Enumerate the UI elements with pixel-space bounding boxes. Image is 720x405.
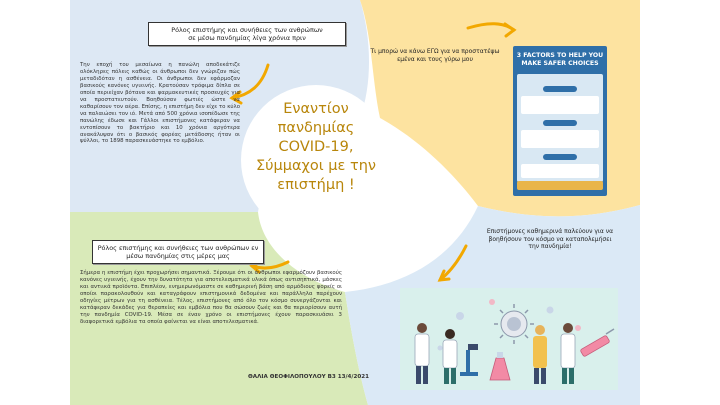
title-line: Ρόλος επιστήμης και συνήθειες των ανθρώπων bbox=[171, 26, 323, 34]
caption-line: Τι μπορώ να κάνω ΕΓΩ για να προστατέψω bbox=[370, 48, 500, 55]
caption-line: εμένα και τους γύρω μου bbox=[397, 55, 473, 63]
top-right-caption bbox=[360, 48, 510, 63]
scientists-illustration-art bbox=[400, 288, 618, 390]
scientists-illustration bbox=[400, 288, 618, 390]
poster-row bbox=[521, 130, 599, 148]
poster-row bbox=[521, 164, 599, 178]
center-title-line: πανδημίας bbox=[277, 120, 355, 136]
top-left-title-box bbox=[148, 22, 346, 46]
title-line: μέσω πανδημίας στις μέρες μας bbox=[126, 252, 230, 260]
center-title-line: Σύμμαχοι με την bbox=[255, 158, 376, 174]
poster-tag bbox=[543, 154, 577, 160]
caption-line: την πανδημία! bbox=[528, 243, 572, 251]
poster-row bbox=[521, 96, 599, 114]
center-title-line: COVID-19, bbox=[278, 139, 354, 155]
poster-title-line: 3 FACTORS TO HELP YOU bbox=[516, 52, 604, 59]
bottom-left-body: Σήμερα η επιστήμη έχει προχωρήσει σημαντικά. Ξέρουμε ότι οι άνθρωποι εφαρμόζουν βασικούς κανόνες υγιεινής, έχουν την δυνατότητα για αποτελεσματικά υλικά όπως αντισηπτικά, μάσκες και αντιικά προϊόντα. Επιπλέον, ενημερωνόμαστε σε καθημερινή βάση από αρμόδιους φορείς οι οποίοι παρακολουθούν και καταγράφουν επιστημονικά δεδομένα και παράλληλα παρέχουν οδηγίες μέτρων για τη ασθένεια. Τέλος, επιστήμονες από όλο τον κόσμο συνεργάζονται και κατάφεραν δεκάδες για θεραπείες και εμβόλια που θα σώσουν ζωές και θα περιορίσουν αυτή την πανδημία COVID-19. Μέσα σε έναν χρόνο οι επιστήμονες έχουν παρασκευάσει 3 διαφορετικά εμβόλια τα οποία φαίνεται να είναι αποτελεσματικά. bbox=[80, 270, 342, 325]
center-title bbox=[236, 100, 396, 195]
title-line: Ρόλος επιστήμης και συνήθειες των ανθρώπων εν bbox=[97, 244, 259, 252]
poster-tag bbox=[543, 86, 577, 92]
center-title-line: Εναντίον bbox=[283, 101, 349, 117]
top-left-body: Την εποχή του μεσαίωνα η πανώλη αποδεκάτιζε ολόκληρες πόλεις καθώς οι άνθρωποι δεν γνώριζαν πώς μεταδιδόταν η ασθένεια. Οι άνθρωποι δεν εφάρμοζαν βασικούς κανόνες υγιεινής. Κρατούσαν τρόφιμα δίπλα σε οποία περιείχαν βότανα και φαρμακευτικές προσευχές για να προστατευτούν. Βοηθούσαν φωτιές ώστε να καθαρίσουν τον αέρα. Επίσης, η επιστήμη δεν είχε το κύλο να παλαιώσει τον ιό. Μετά από 500 χρόνια ισοπέδωσε της πανώλης έδωσε και Γάλλοι επιστήμονες κατάφεραν να εντοπίσουν το βακτήριο και 10 χρόνια αργότερα ανακάλυψαν ότι ο βασικός φορέας μετάδοσης ήταν οι ψύλλοι, το 1898 παρασκευάστηκε το εμβόλιο. bbox=[80, 62, 240, 145]
safety-poster-image bbox=[513, 46, 607, 196]
title-line: σε μέσω πανδημίας λίγα χρόνια πριν bbox=[188, 34, 306, 42]
poster-title-line: MAKE SAFER CHOICES bbox=[521, 60, 599, 67]
poster-tag bbox=[543, 120, 577, 126]
bottom-left-title-box bbox=[92, 240, 264, 264]
caption-line: Επιστήμονες καθημερινά παλεύουν για να bbox=[486, 228, 614, 235]
bottom-right-caption bbox=[470, 228, 630, 251]
center-title-line: επιστήμη ! bbox=[277, 177, 355, 193]
author-signature: ΘΑΛΙΑ ΘΕΟΦΙΛΟΠΟΥΛΟΥ Β3 13/4/2021 bbox=[248, 374, 370, 380]
poster-footer bbox=[517, 181, 603, 190]
poster-header bbox=[513, 52, 607, 68]
caption-line: βοηθήσουν τον κόσμο να καταπολεμήσει bbox=[488, 235, 612, 243]
